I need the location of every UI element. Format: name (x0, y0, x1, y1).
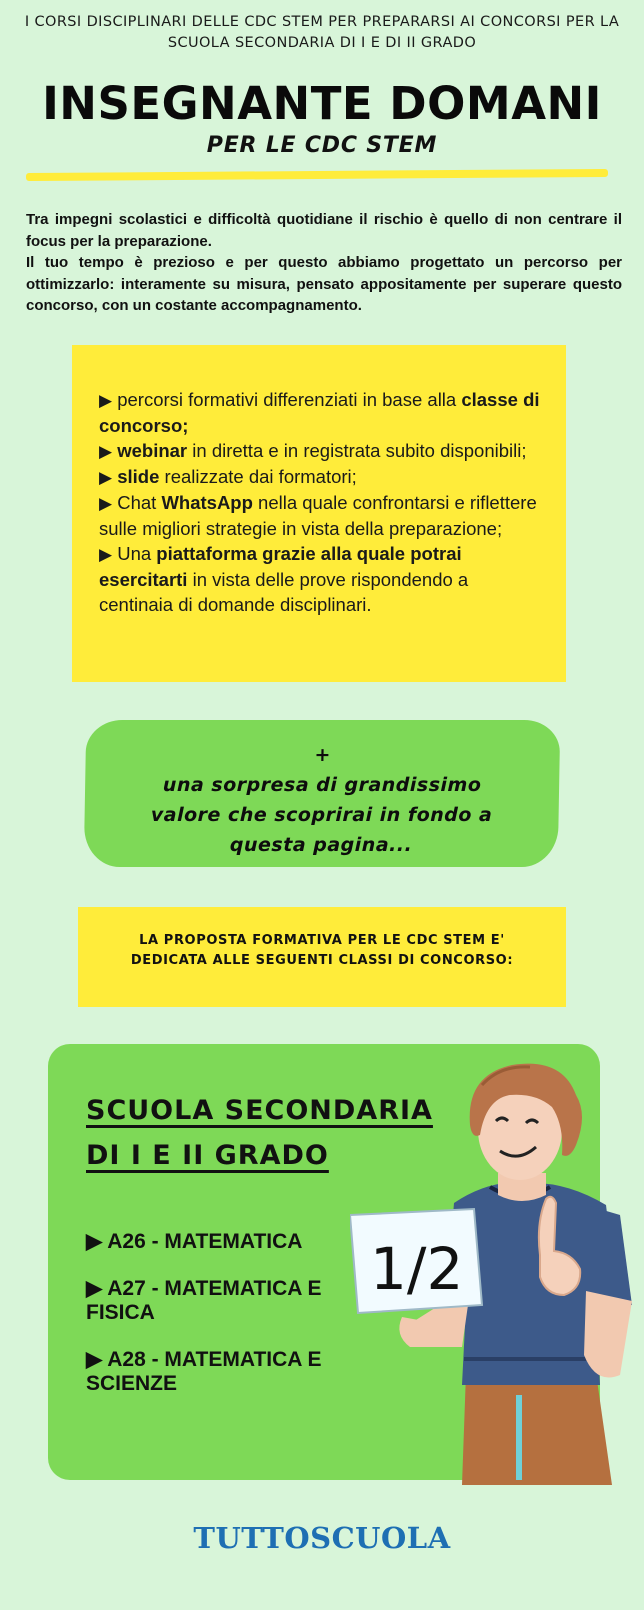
grade-label: A26 - MATEMATICA (107, 1230, 303, 1253)
grade-item (86, 1348, 366, 1396)
surprise-text-block (84, 740, 560, 860)
feature-text: Chat (117, 492, 162, 513)
grades-title-line-1: SCUOLA SECONDARIA (86, 1095, 433, 1126)
grade-label: A28 - MATEMATICA E SCIENZE (86, 1348, 322, 1395)
feature-bold-text: webinar (117, 440, 188, 461)
features-box (72, 345, 566, 682)
feature-bold-text: slide (117, 466, 160, 487)
triangle-bullet-icon: ▶ (99, 391, 113, 410)
intro-text (26, 209, 622, 317)
surprise-banner (84, 720, 561, 867)
triangle-bullet-icon: ▶ (99, 442, 113, 461)
triangle-bullet-icon: ▶ (99, 545, 113, 564)
intro-paragraph-1: Tra impegni scolastici e difficoltà quotidiane il rischio è quello di non centrare il focus per la preparazione. (26, 211, 622, 250)
fraction-card-text: 1/2 (370, 1235, 464, 1303)
feature-bold-text: piattaforma grazie alla quale potrai esercitarti (99, 543, 462, 590)
teacher-holding-fraction-card-icon (350, 1055, 640, 1495)
top-caption: I CORSI DISCIPLINARI DELLE CDC STEM PER PREPARARSI AI CONCORSI PER LA SCUOLA SECONDARIA DI I E DI II GRADO (24, 14, 620, 51)
grades-title-line-2: DI I E II GRADO (86, 1140, 329, 1171)
grade-item (86, 1277, 366, 1325)
feature-text: in vista delle prove rispondendo a centinaia di domande disciplinari. (99, 569, 469, 615)
feature-item (99, 464, 545, 490)
triangle-bullet-icon: ▶ (86, 1230, 103, 1253)
triangle-bullet-icon: ▶ (99, 468, 113, 487)
grade-label: A27 - MATEMATICA E FISICA (86, 1277, 322, 1324)
feature-bold-text: classe di concorso; (99, 389, 540, 436)
feature-item (99, 541, 545, 617)
sub-title: PER LE CDC STEM (206, 133, 438, 158)
feature-item (99, 387, 545, 438)
grade-item (86, 1230, 366, 1254)
intro-paragraph-2: Il tuo tempo è prezioso e per questo abbiamo progettato un percorso per ottimizzarlo: interamente su misura, pensato appositamente per superare questo concorso, con un costante accompagnamento. (26, 254, 622, 314)
feature-item (99, 438, 545, 464)
triangle-bullet-icon: ▶ (86, 1348, 103, 1371)
feature-text: nella quale confrontarsi e riflettere sulle migliori strategie in vista della preparazione; (99, 492, 537, 539)
feature-bold-text: WhatsApp (161, 492, 253, 513)
triangle-bullet-icon: ▶ (86, 1277, 103, 1300)
proposal-box (78, 907, 566, 1007)
feature-text: Una (117, 543, 157, 564)
feature-text: realizzate dai formatori; (159, 466, 357, 487)
feature-text: in diretta e in registrata subito disponibili; (187, 440, 527, 461)
feature-text: percorsi formativi differenziati in base alla (117, 389, 462, 410)
tuttoscuola-logo[interactable]: TUTTOSCUOLA (193, 1521, 451, 1555)
features-list (99, 387, 545, 617)
grades-list (86, 1230, 366, 1419)
surprise-text: una sorpresa di grandissimo valore che scoprirai in fondo a questa pagina... (150, 774, 493, 856)
title-underline (26, 169, 608, 181)
plus-sign: + (314, 744, 332, 766)
proposal-text: LA PROPOSTA FORMATIVA PER LE CDC STEM E' DEDICATA ALLE SEGUENTI CLASSI DI CONCORSO: (130, 933, 514, 968)
feature-item (99, 490, 545, 541)
triangle-bullet-icon: ▶ (99, 494, 113, 513)
main-title: INSEGNANTE DOMANI (42, 77, 602, 130)
